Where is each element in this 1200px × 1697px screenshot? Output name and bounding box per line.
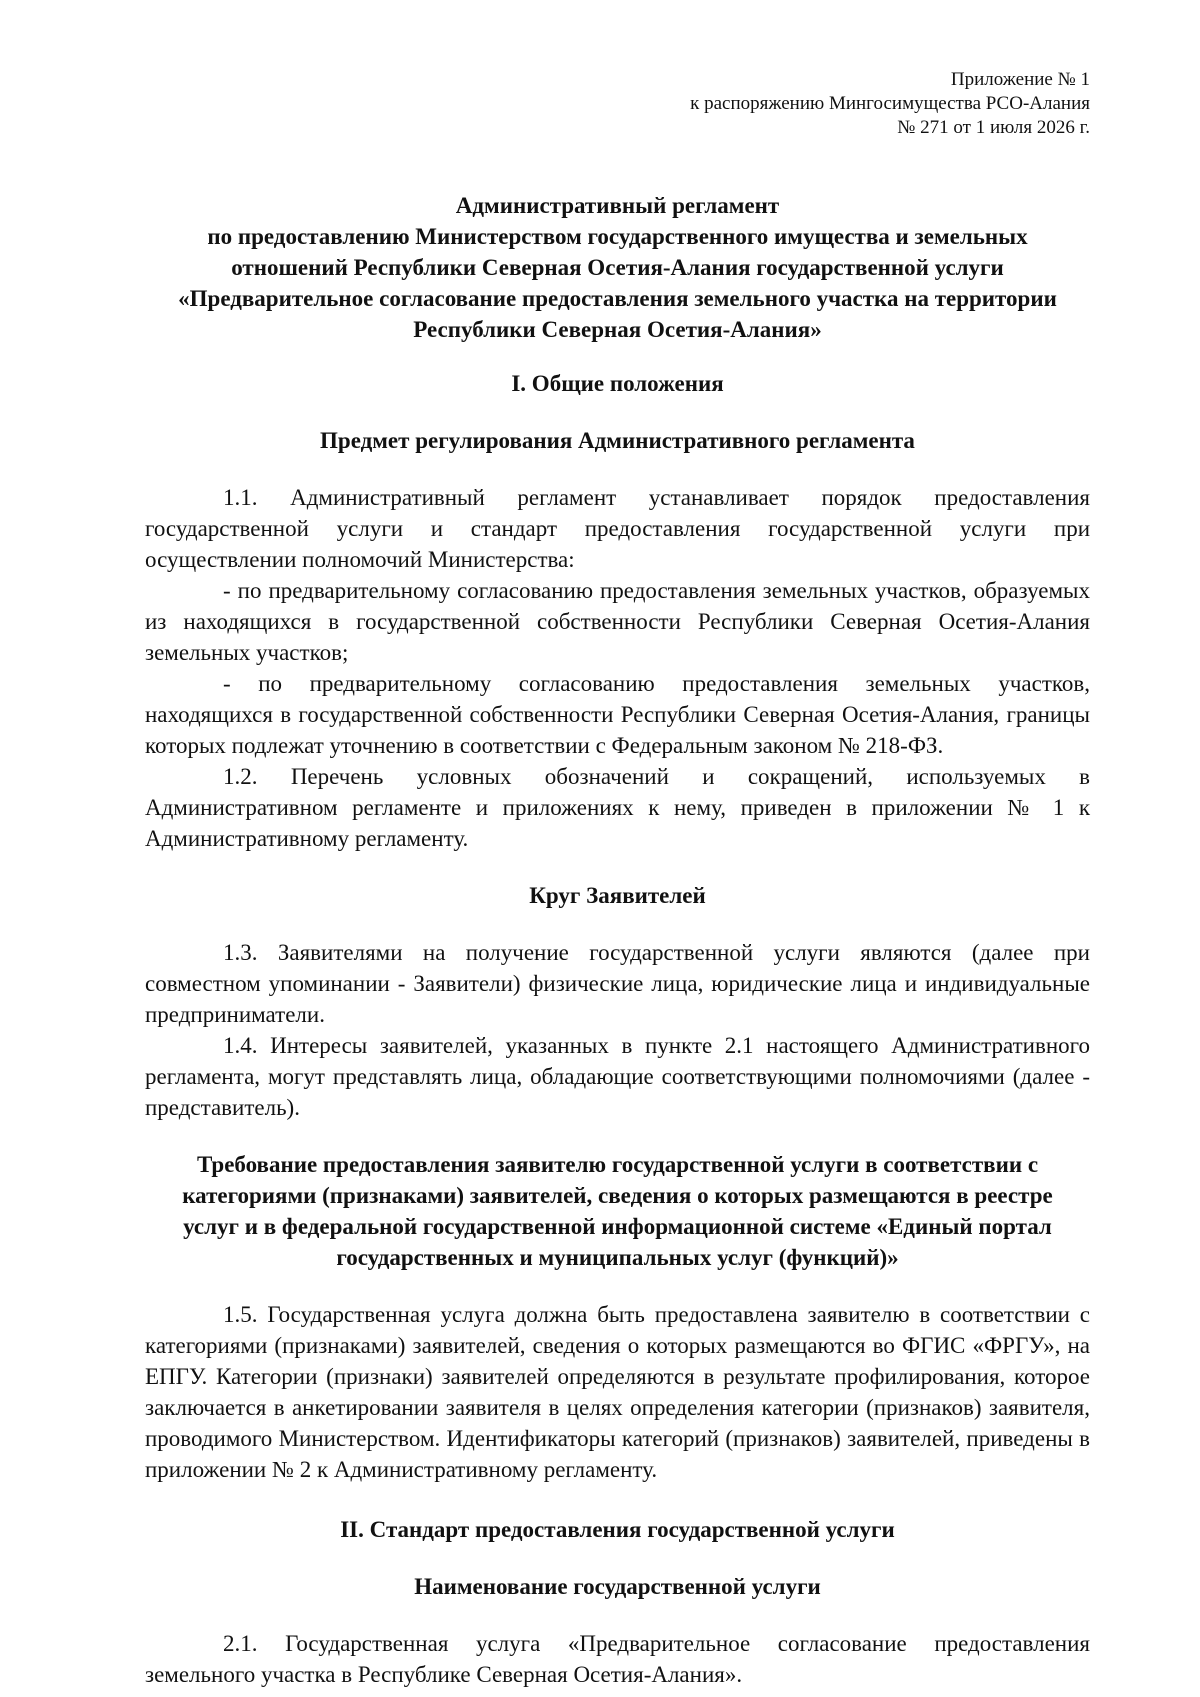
section-2-heading: II. Стандарт предоставления государственной услуги [340,1517,895,1542]
title-line: отношений Республики Северная Осетия-Алания государственной услуги [231,255,1004,280]
appendix-date: № 271 от 1 июля 2026 г. [897,117,1090,138]
requirement-heading-line: категориями (признаками) заявителей, сведения о которых размещаются в реестре [182,1183,1053,1208]
title-line: Республики Северная Осетия-Алания» [413,317,822,342]
title-line: Административный регламент [455,193,780,218]
paragraph-1-1-item-b: - по предварительному согласованию предоставления земельных участков, находящихся в государственной собственности Республики Северная Осетия-Алания, границы которых подлежат уточнению в соответствии с Федеральным законом № 218-ФЗ. [145,671,1090,758]
requirement-paragraphs [145,1299,1090,1485]
appendix-order: к распоряжению Мингосимущества РСО-Алания [690,93,1090,114]
section-1-heading: I. Общие положения [511,371,724,396]
subject-heading: Предмет регулирования Административного регламента [320,428,915,453]
title-line: «Предварительное согласование предоставления земельного участка на территории [178,286,1057,311]
requirement-heading-line: Требование предоставления заявителю государственной услуги в соответствии с [196,1152,1039,1177]
subject-paragraphs [145,482,1090,854]
paragraph-2-1: 2.1. Государственная услуга «Предварительное согласование предоставления земельного участка в Республике Северная Осетия-Алания». [145,1631,1090,1687]
appendix-number: Приложение № 1 [950,69,1090,90]
document-title [145,190,1090,345]
paragraph-1-4: 1.4. Интересы заявителей, указанных в пункте 2.1 настоящего Административного регламента, могут представлять лица, обладающие соответствующими полномочиями (далее - представитель). [145,1033,1090,1120]
paragraph-1-3: 1.3. Заявителями на получение государственной услуги являются (далее при совместном упоминании - Заявители) физические лица, юридические лица и индивидуальные предприниматели. [145,940,1090,1027]
service-name-paragraphs [145,1628,1090,1690]
requirement-heading-line: государственных и муниципальных услуг (функций)» [336,1245,899,1270]
paragraph-1-2: 1.2. Перечень условных обозначений и сокращений, используемых в Административном регламенте и приложениях к нему, приведен в приложении № 1 к Административному регламенту. [145,764,1090,851]
requirement-heading-line: услуг и в федеральной государственной информационной системе «Единый портал [183,1214,1052,1239]
paragraph-1-5: 1.5. Государственная услуга должна быть предоставлена заявителю в соответствии с категориями (признаками) заявителей, сведения о которых размещаются во ФГИС «ФРГУ», на ЕПГУ. Категории (признаки) заявителей определяются в результате профилирования, которое заключается в анкетировании заявителя в целях определения категории (признаков) заявителя, проводимого Министерством. Идентификаторы категорий (признаков) заявителей, приведены в приложении № 2 к Административному регламенту. [145,1302,1090,1482]
title-line: по предоставлению Министерством государственного имущества и земельных [207,224,1028,249]
appendix-reference [690,68,1090,140]
paragraph-1-1: 1.1. Административный регламент устанавливает порядок предоставления государственной услуги и стандарт предоставления государственной услуги при осуществлении полномочий Министерства: [145,485,1090,572]
paragraph-1-1-item-a: - по предварительному согласованию предоставления земельных участков, образуемых из находящихся в государственной собственности Республики Северная Осетия-Алания земельных участков; [145,578,1090,665]
service-name-heading: Наименование государственной услуги [414,1574,821,1599]
requirement-heading [145,1149,1090,1273]
document-body [145,190,1090,1690]
applicants-heading: Круг Заявителей [529,883,706,908]
applicants-paragraphs [145,937,1090,1123]
